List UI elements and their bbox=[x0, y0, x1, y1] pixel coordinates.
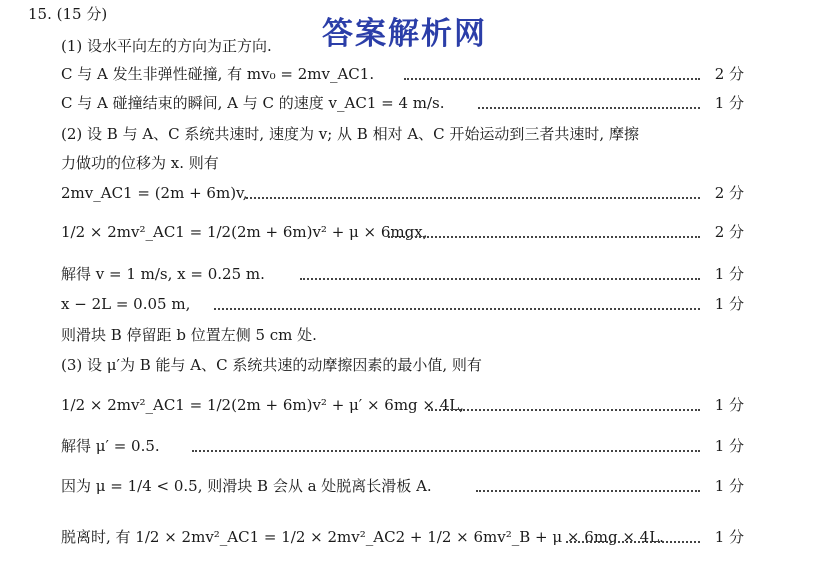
leader-dots bbox=[404, 78, 700, 80]
score: 1 分 bbox=[714, 477, 744, 495]
part1-intro: (1) 设水平向左的方向为正方向. bbox=[61, 37, 272, 55]
leader-dots bbox=[476, 490, 700, 492]
line-vac1: C 与 A 碰撞结束的瞬间, A 与 C 的速度 v_AC1 = 4 m/s. bbox=[61, 94, 445, 112]
leader-dots bbox=[192, 450, 700, 452]
question-number: 15. bbox=[28, 5, 52, 23]
leader-dots bbox=[300, 278, 700, 280]
leader-dots bbox=[214, 308, 700, 310]
part2-intro: (2) 设 B 与 A、C 系统共速时, 速度为 v; 从 B 相对 A、C 开始运动到三者共速时, 摩擦 bbox=[61, 125, 639, 143]
watermark: 答案解析网 bbox=[322, 16, 487, 52]
leader-dots bbox=[246, 197, 700, 199]
score: 2 分 bbox=[714, 184, 744, 202]
score: 2 分 bbox=[714, 223, 744, 241]
part3-intro: (3) 设 μ′为 B 能与 A、C 系统共速的动摩擦因素的最小值, 则有 bbox=[61, 356, 482, 374]
question-points: (15 分) bbox=[56, 5, 108, 23]
score: 2 分 bbox=[714, 65, 744, 83]
score: 1 分 bbox=[714, 528, 744, 546]
conclusion-1: 则滑块 B 停留距 b 位置左侧 5 cm 处. bbox=[61, 326, 317, 344]
question-header bbox=[28, 4, 107, 24]
eq-detach: 脱离时, 有 1/2 × 2mv²_AC1 = 1/2 × 2mv²_AC2 + 1/2 × 6mv²_B + μ × 6mg × 4L. bbox=[61, 528, 664, 546]
eq-momentum: 2mv_AC1 = (2m + 6m)v, bbox=[61, 184, 248, 202]
score: 1 分 bbox=[714, 265, 744, 283]
solution-v-x: 解得 v = 1 m/s, x = 0.25 m. bbox=[61, 265, 265, 283]
part2-intro-cont: 力做功的位移为 x. 则有 bbox=[61, 154, 219, 172]
leader-dots bbox=[428, 409, 700, 411]
leader-dots bbox=[388, 236, 700, 238]
eq-energy-1: 1/2 × 2mv²_AC1 = 1/2(2m + 6m)v² + μ × 6mgx, bbox=[61, 223, 428, 241]
score: 1 分 bbox=[714, 295, 744, 313]
line-collide: C 与 A 发生非弹性碰撞, 有 mv₀ = 2mv_AC1. bbox=[61, 65, 375, 83]
score: 1 分 bbox=[714, 396, 744, 414]
leader-dots bbox=[478, 107, 700, 109]
score: 1 分 bbox=[714, 437, 744, 455]
eq-energy-2: 1/2 × 2mv²_AC1 = 1/2(2m + 6m)v² + μ′ × 6mg × 4L, bbox=[61, 396, 465, 414]
solution-diff: x − 2L = 0.05 m, bbox=[61, 295, 191, 313]
score: 1 分 bbox=[714, 94, 744, 112]
compare-mu: 因为 μ = 1/4 < 0.5, 则滑块 B 会从 a 处脱离长滑板 A. bbox=[61, 477, 432, 495]
solution-mu: 解得 μ′ = 0.5. bbox=[61, 437, 160, 455]
leader-dots bbox=[566, 541, 700, 543]
